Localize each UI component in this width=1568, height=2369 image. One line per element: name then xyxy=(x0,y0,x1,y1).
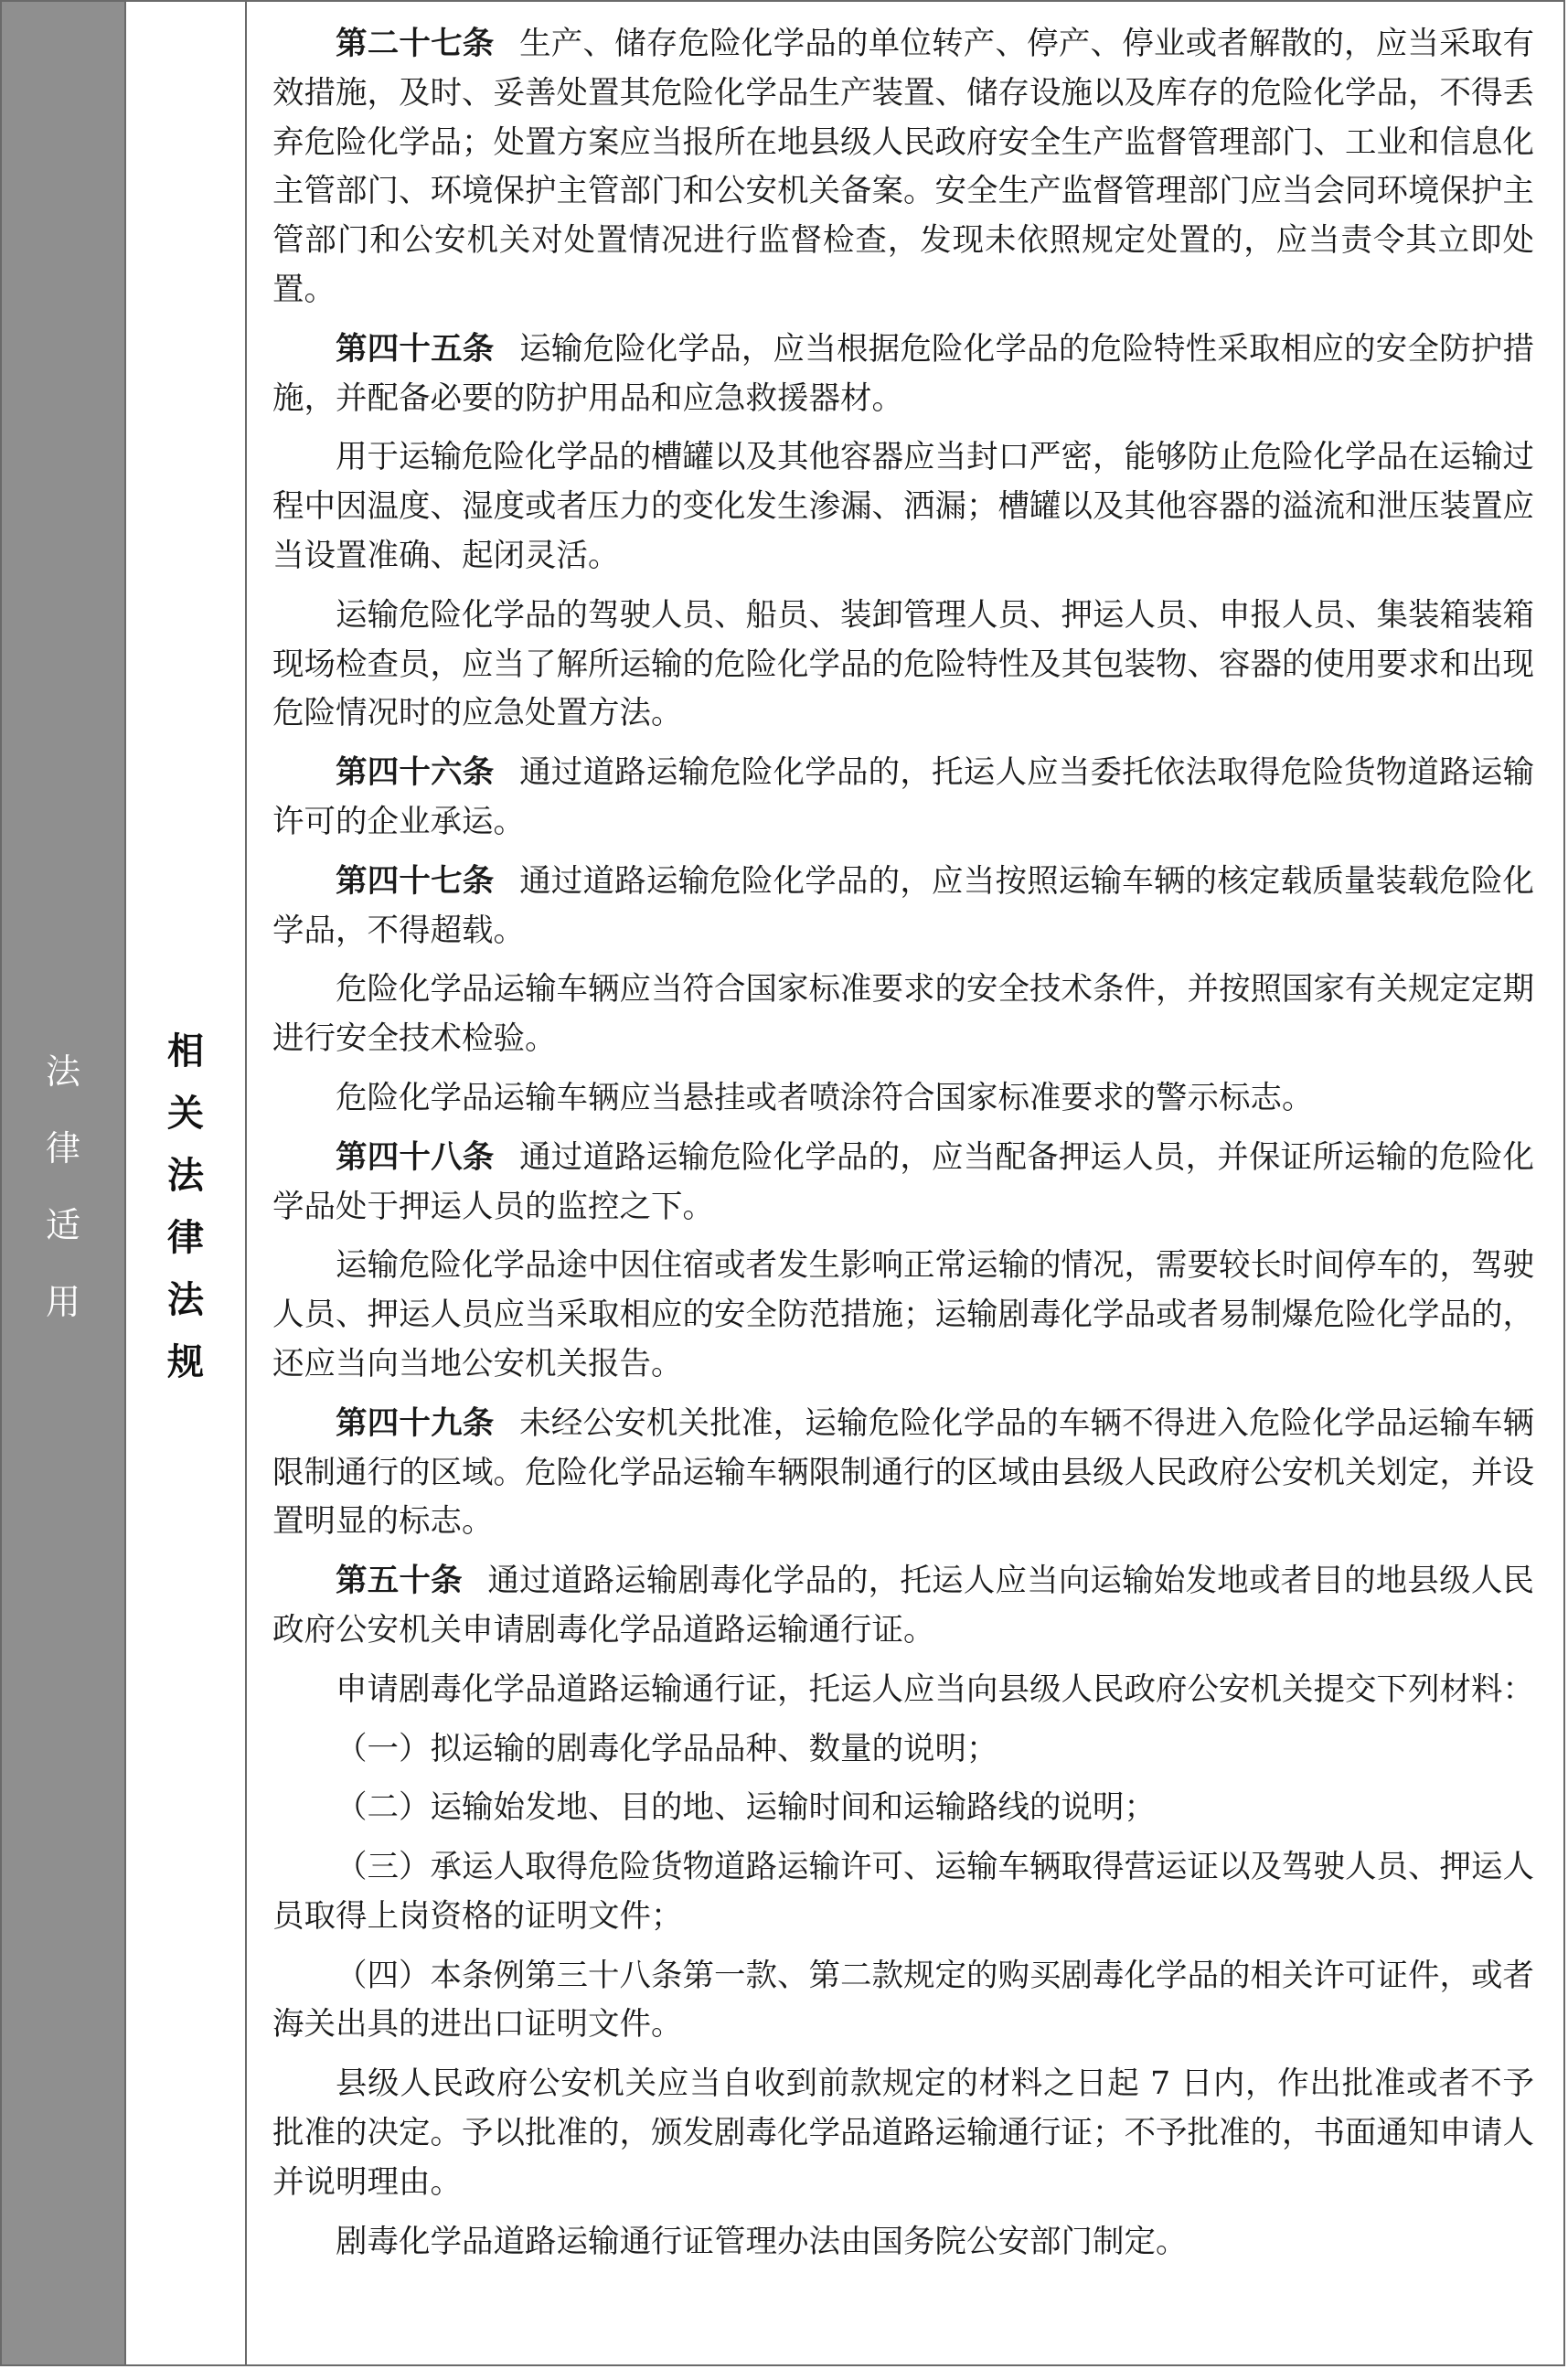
paragraph-text: 剧毒化学品道路运输通行证管理办法由国务院公安部门制定。 xyxy=(336,2223,1188,2260)
paragraph xyxy=(272,1242,1534,1389)
article-number: 第五十条 xyxy=(336,1563,463,1600)
paragraph-text: 通过道路运输剧毒化学品的，托运人应当向运输始发地或者目的地县级人民政府公安机关申请剧毒化学品道路运输通行证。 xyxy=(272,1563,1535,1649)
paragraph xyxy=(272,1952,1534,2051)
paragraph xyxy=(272,433,1534,581)
paragraph xyxy=(272,1725,1534,1775)
paragraph xyxy=(272,2060,1534,2207)
paragraph-text: 申请剧毒化学品道路运输通行证，托运人应当向县级人民政府公安机关提交下列材料： xyxy=(336,1670,1534,1708)
paragraph-text: （二）运输始发地、目的地、运输时间和运输路线的说明； xyxy=(336,1789,1156,1827)
paragraph-text: 运输危险化学品的驾驶人员、船员、装卸管理人员、押运人员、申报人员、集装箱装箱现场检查员，应当了解所运输的危险化学品的危险特性及其包装物、容器的使用要求和出现危险情况时的应急处置方法。 xyxy=(272,596,1534,732)
paragraph xyxy=(272,1134,1534,1233)
paragraph-text: 通过道路运输危险化学品的，应当配备押运人员，并保证所运输的危险化学品处于押运人员的监控之下。 xyxy=(272,1138,1535,1225)
paragraph-text: 运输危险化学品途中因住宿或者发生影响正常运输的情况，需要较长时间停车的，驾驶人员、押运人员应当采取相应的安全防范措施；运输剧毒化学品或者易制爆危险化学品的，还应当向当地公安机关报告。 xyxy=(272,1247,1534,1382)
paragraph-text: （四）本条例第三十八条第一款、第二款规定的购买剧毒化学品的相关许可证件，或者海关出具的进出口证明文件。 xyxy=(272,1957,1534,2044)
subcategory-column xyxy=(126,2,247,2364)
paragraph-text: 通过道路运输危险化学品的，应当按照运输车辆的核定载质量装载危险化学品，不得超载。 xyxy=(272,862,1535,949)
paragraph xyxy=(272,2218,1534,2268)
paragraph-text: 危险化学品运输车辆应当符合国家标准要求的安全技术条件，并按照国家有关规定定期进行安全技术检验。 xyxy=(272,971,1534,1058)
paragraph-text: （三）承运人取得危险货物道路运输许可、运输车辆取得营运证以及驾驶人员、押运人员取得上岗资格的证明文件； xyxy=(272,1849,1534,1935)
paragraph xyxy=(272,592,1534,739)
paragraph xyxy=(272,1666,1534,1715)
paragraph-text: 运输危险化学品，应当根据危险化学品的危险特性采取相应的安全防护措施，并配备必要的防护用品和应急救援器材。 xyxy=(272,330,1535,417)
article-number: 第四十五条 xyxy=(336,330,495,368)
paragraph xyxy=(272,325,1534,424)
subcategory-label: 相 关 法 律 法 规 xyxy=(167,1030,204,1383)
content-column xyxy=(247,2,1563,2364)
article-number: 第四十八条 xyxy=(336,1138,495,1176)
article-number: 第四十七条 xyxy=(336,862,495,900)
paragraph xyxy=(272,1843,1534,1942)
paragraph-text: 生产、储存危险化学品的单位转产、停产、停业或者解散的，应当采取有效措施，及时、妥善处置其危险化学品生产装置、储存设施以及库存的危险化学品，不得丢弃危险化学品；处置方案应当报所在地县级人民政府安全生产监督管理部门、工业和信息化主管部门、环境保护主管部门和公安机关备案。安全生产监督管理部门应当会同环境保护主管部门和公安机关对处置情况进行监督检查，发现未依照规定处置的，应当责令其立即处置。 xyxy=(272,26,1535,308)
paragraph xyxy=(272,20,1534,315)
paragraph xyxy=(272,749,1534,848)
paragraph-text: （一）拟运输的剧毒化学品品种、数量的说明； xyxy=(336,1730,998,1767)
paragraph xyxy=(272,1074,1534,1124)
paragraph-text: 通过道路运输危险化学品的，托运人应当委托依法取得危险货物道路运输许可的企业承运。 xyxy=(272,754,1535,840)
article-number: 第四十九条 xyxy=(336,1404,495,1442)
paragraph-text: 县级人民政府公安机关应当自收到前款规定的材料之日起 7 日内，作出批准或者不予批准的决定。予以批准的，颁发剧毒化学品道路运输通行证；不予批准的，书面通知申请人并说明理由。 xyxy=(272,2065,1534,2201)
article-number: 第四十六条 xyxy=(336,754,495,792)
paragraph xyxy=(272,1400,1534,1547)
paragraph xyxy=(272,1784,1534,1833)
paragraph xyxy=(272,858,1534,956)
paragraph xyxy=(272,966,1534,1064)
paragraph-text: 用于运输危险化学品的槽罐以及其他容器应当封口严密，能够防止危险化学品在运输过程中因温度、湿度或者压力的变化发生渗漏、洒漏；槽罐以及其他容器的溢流和泄压装置应当设置准确、起闭灵活。 xyxy=(272,439,1534,574)
paragraph xyxy=(272,1557,1534,1656)
paragraph-text: 危险化学品运输车辆应当悬挂或者喷涂符合国家标准要求的警示标志。 xyxy=(336,1079,1314,1116)
category-label: 法 律 适 用 xyxy=(45,1051,80,1322)
article-number: 第二十七条 xyxy=(336,26,495,62)
paragraph-text: 未经公安机关批准，运输危险化学品的车辆不得进入危险化学品运输车辆限制通行的区域。危险化学品运输车辆限制通行的区域由县级人民政府公安机关划定，并设置明显的标志。 xyxy=(272,1404,1535,1541)
category-column xyxy=(2,2,126,2364)
